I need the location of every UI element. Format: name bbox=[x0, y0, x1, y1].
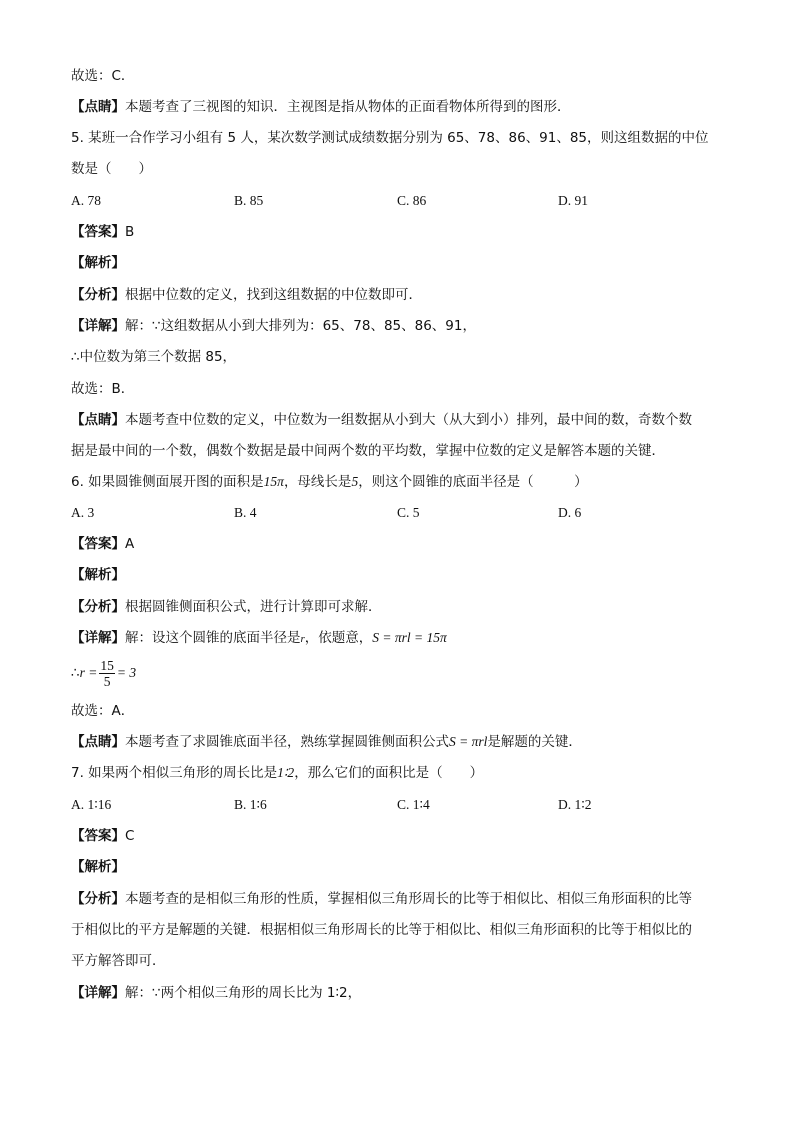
comment-text: 本题考查了求圆锥底面半径，熟练掌握圆锥侧面积公式 bbox=[125, 734, 449, 750]
q5-analysis-heading bbox=[71, 253, 125, 273]
q7-xiangjie-line bbox=[71, 983, 361, 1003]
question-6-line bbox=[71, 472, 588, 492]
answer-value: C bbox=[125, 828, 135, 844]
question-5-line-1 bbox=[71, 128, 709, 148]
xiangjie-tag: 【详解】 bbox=[71, 630, 125, 646]
fenxi-tag: 【分析】 bbox=[71, 599, 125, 615]
q6-comment-line bbox=[71, 732, 582, 752]
analysis-tag: 【解析】 bbox=[71, 859, 125, 875]
question-text: 6. 如果圆锥侧面展开图的面积是 bbox=[71, 474, 264, 490]
fenxi-tag: 【分析】 bbox=[71, 287, 125, 303]
fenxi-text: 根据圆锥侧面积公式，进行计算即可求解． bbox=[125, 599, 382, 615]
question-5-line-2 bbox=[71, 159, 152, 179]
math-expression: 15π bbox=[263, 474, 284, 489]
q7-option-b: B. 1∶6 bbox=[234, 797, 267, 812]
math-expression: 1∶2 bbox=[277, 765, 295, 780]
xiangjie-tag: 【详解】 bbox=[71, 318, 125, 334]
q5-comment-line-2 bbox=[71, 441, 665, 461]
question-text: ，母线长是 bbox=[283, 474, 352, 490]
q6-option-d: D. 6 bbox=[558, 505, 582, 520]
xiangjie-text: 解：设这个圆锥的底面半径是 bbox=[125, 630, 301, 646]
fenxi-text: 本题考查的是相似三角形的性质，掌握相似三角形周长的比等于相似比、相似三角形面积的比等 bbox=[125, 891, 692, 907]
question-text: ，则这个圆锥的底面半径是（ ） bbox=[358, 474, 588, 490]
q6-fraction-line bbox=[71, 656, 136, 690]
math-equation: S = πrl = 15π bbox=[372, 630, 447, 645]
math-expression: 5 bbox=[351, 474, 359, 489]
q7-fenxi-line-2 bbox=[71, 920, 692, 940]
text: 故选：A． bbox=[71, 703, 135, 719]
q5-option-a: A. 78 bbox=[71, 193, 101, 208]
q5-option-d: D. 91 bbox=[558, 193, 588, 208]
question-text: ，那么它们的面积比是（ ） bbox=[294, 765, 484, 781]
q5-fenxi-line bbox=[71, 285, 422, 305]
question-7-line bbox=[71, 763, 483, 783]
answer-tag: 【答案】 bbox=[71, 536, 125, 552]
comment-tag: 【点睛】 bbox=[71, 734, 125, 750]
q6-option-a: A. 3 bbox=[71, 505, 95, 520]
q6-choice-line bbox=[71, 701, 134, 721]
math-expression: r = bbox=[79, 665, 98, 680]
comment-tag: 【点睛】 bbox=[71, 412, 125, 428]
comment-text: 据是最中间的一个数，偶数个数据是最中间两个数的平均数，掌握中位数的定义是解答本题的关键． bbox=[71, 443, 665, 459]
text: ∴中位数为第三个数据 85， bbox=[71, 349, 237, 365]
q7-fenxi-line-1 bbox=[71, 889, 692, 909]
fraction bbox=[99, 658, 115, 689]
q5-conclusion-line bbox=[71, 347, 236, 367]
fraction-numerator: 15 bbox=[100, 657, 114, 673]
q7-answer-line bbox=[71, 826, 134, 846]
fraction-denominator: 5 bbox=[103, 673, 111, 689]
q5-xiangjie-line bbox=[71, 316, 476, 336]
q6-fenxi-line bbox=[71, 597, 382, 617]
comment-tag: 【点睛】 bbox=[71, 99, 125, 115]
text: 故选：C． bbox=[71, 68, 135, 84]
comment-text: 是解题的关键． bbox=[487, 734, 582, 750]
q5-option-b: B. 85 bbox=[234, 193, 264, 208]
answer-choice-line bbox=[71, 66, 134, 86]
question-text: 5. 某班一合作学习小组有 5 人，某次数学测试成绩数据分别为 65、78、86、91、85，则这组数据的中位 bbox=[71, 130, 709, 146]
q5-comment-line-1 bbox=[71, 410, 692, 430]
answer-tag: 【答案】 bbox=[71, 224, 125, 240]
xiangjie-text: 解：∵这组数据从小到大排列为：65、78、85、86、91， bbox=[125, 318, 476, 334]
q7-option-a: A. 1∶16 bbox=[71, 797, 112, 812]
question-text: 7. 如果两个相似三角形的周长比是 bbox=[71, 765, 278, 781]
q6-analysis-heading bbox=[71, 565, 125, 585]
comment-text: 本题考查中位数的定义，中位数为一组数据从小到大（从大到小）排列，最中间的数，奇数个数 bbox=[125, 412, 692, 428]
analysis-tag: 【解析】 bbox=[71, 255, 125, 271]
comment-line bbox=[71, 97, 571, 117]
xiangjie-text: 解：∵两个相似三角形的周长比为 1∶2， bbox=[125, 985, 362, 1001]
q7-option-c: C. 1∶4 bbox=[397, 797, 430, 812]
q7-option-d: D. 1∶2 bbox=[558, 797, 592, 812]
q5-option-c: C. 86 bbox=[397, 193, 427, 208]
fenxi-text: 平方解答即可． bbox=[71, 953, 166, 969]
fenxi-tag: 【分析】 bbox=[71, 891, 125, 907]
fenxi-text: 根据中位数的定义，找到这组数据的中位数即可． bbox=[125, 287, 422, 303]
q7-fenxi-line-3 bbox=[71, 951, 166, 971]
xiangjie-text: ，依题意， bbox=[304, 630, 373, 646]
question-text: 数是（ ） bbox=[71, 161, 152, 177]
q5-answer-line bbox=[71, 222, 134, 242]
q6-option-c: C. 5 bbox=[397, 505, 420, 520]
text: 故选：B． bbox=[71, 381, 135, 397]
q5-choice-line bbox=[71, 379, 134, 399]
analysis-tag: 【解析】 bbox=[71, 567, 125, 583]
q6-answer-line bbox=[71, 534, 134, 554]
q6-option-b: B. 4 bbox=[234, 505, 257, 520]
q7-analysis-heading bbox=[71, 857, 125, 877]
answer-tag: 【答案】 bbox=[71, 828, 125, 844]
therefore-symbol: ∴ bbox=[71, 665, 80, 681]
xiangjie-tag: 【详解】 bbox=[71, 985, 125, 1001]
math-variable: r bbox=[300, 633, 305, 645]
answer-value: A bbox=[125, 536, 135, 552]
math-equation: S = πrl bbox=[449, 734, 488, 749]
q6-xiangjie-line bbox=[71, 628, 447, 649]
comment-text: 本题考查了三视图的知识．主视图是指从物体的正面看物体所得到的图形． bbox=[125, 99, 571, 115]
answer-value: B bbox=[125, 224, 135, 240]
fenxi-text: 于相似比的平方是解题的关键．根据相似三角形周长的比等于相似比、相似三角形面积的比等于相似比的 bbox=[71, 922, 692, 938]
math-expression: = 3 bbox=[116, 665, 137, 680]
